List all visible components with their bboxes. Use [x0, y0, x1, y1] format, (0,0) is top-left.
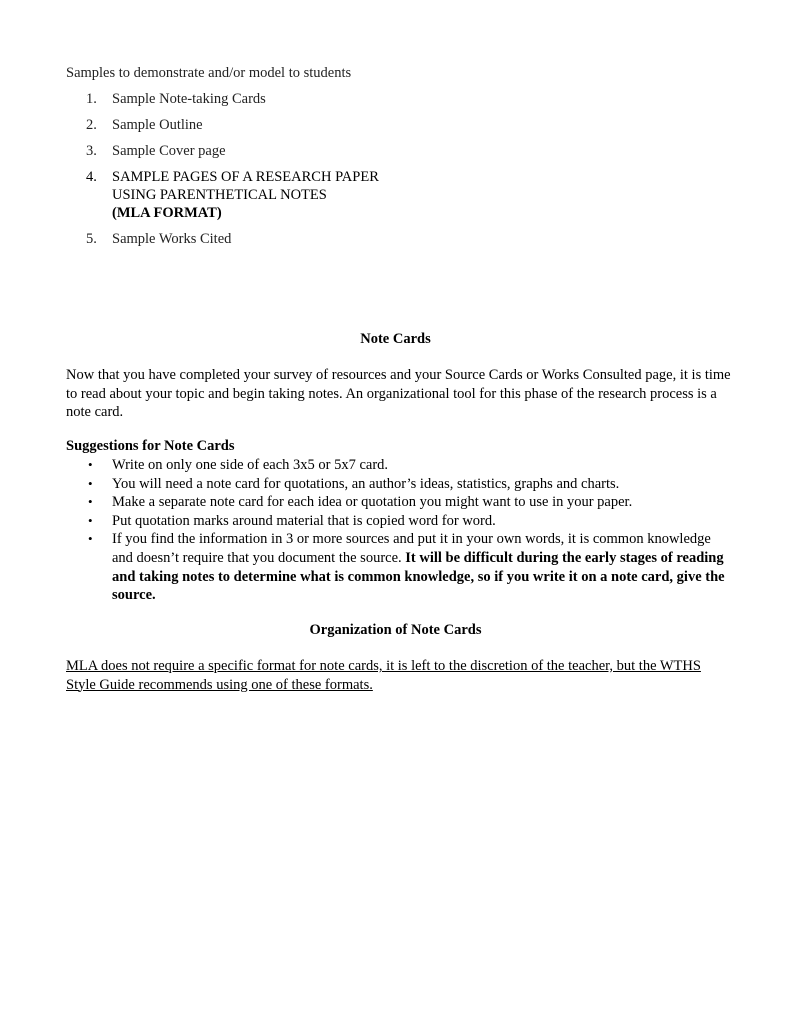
list-item	[66, 116, 706, 134]
list-item	[66, 90, 706, 108]
list-item-text: Put quotation marks around material that is copied word for word.	[112, 512, 496, 529]
list-item-text: Sample Outline	[112, 117, 203, 133]
list-item-text-line-1: SAMPLE PAGES OF A RESEARCH PAPER	[112, 169, 379, 185]
intro-text: Samples to demonstrate and/or model to students	[66, 65, 352, 81]
bullet-icon: •	[88, 494, 93, 510]
organization-heading: Organization of Note Cards	[309, 622, 482, 638]
note-cards-heading: Note Cards	[360, 331, 431, 347]
list-number: 2.	[86, 117, 97, 133]
list-item	[66, 475, 731, 494]
suggestions-list	[66, 456, 731, 605]
list-item-text: Write on only one side of each 3x5 or 5x7 card.	[112, 457, 389, 473]
list-item-text-line-3: (MLA FORMAT)	[112, 205, 222, 221]
samples-list	[66, 90, 706, 248]
suggestions-heading: Suggestions for Note Cards	[66, 438, 235, 454]
list-item-text: Sample Cover page	[112, 143, 226, 159]
bullet-icon: •	[88, 512, 93, 528]
list-number: 3.	[86, 143, 97, 159]
list-item-text: Sample Works Cited	[112, 231, 232, 247]
list-item-text-line-2: USING PARENTHETICAL NOTES	[112, 187, 327, 203]
list-item-text-bold: It will be difficult during the early stages of reading and taking notes to determine what is common knowledge, so if you write it on a note card, give the source.	[112, 549, 725, 604]
list-item	[66, 456, 731, 475]
list-item-text: You will need a note card for quotations, an author’s ideas, statistics, graphs and charts.	[112, 475, 620, 492]
list-item-text: Make a separate note card for each idea or quotation you might want to use in your paper.	[112, 494, 633, 511]
list-item	[66, 168, 706, 222]
list-item-text-plain: If you find the information in 3 or more sources and put it in your own words, it is common knowledge and doesn’t require that you document the source.	[112, 531, 711, 566]
list-item-text: Sample Note-taking Cards	[112, 91, 266, 107]
list-number: 4.	[86, 169, 97, 185]
bullet-icon: •	[88, 531, 93, 547]
list-item	[66, 230, 706, 248]
bullet-icon: •	[88, 475, 93, 491]
list-number: 5.	[86, 231, 97, 247]
list-item	[66, 530, 731, 604]
list-item	[66, 512, 731, 531]
note-cards-paragraph: Now that you have completed your survey of resources and your Source Cards or Works Consulted page, it is time to read about your topic and begin taking notes. An organizational tool for this phase of the research process is a note card.	[66, 367, 731, 420]
list-item	[66, 142, 706, 160]
list-item	[66, 493, 731, 512]
organization-paragraph: MLA does not require a specific format for note cards, it is left to the discretion of the teacher, but the WTHS Style Guide recommends using one of these formats.	[66, 658, 701, 693]
list-number: 1.	[86, 91, 97, 107]
bullet-icon: •	[88, 457, 93, 472]
